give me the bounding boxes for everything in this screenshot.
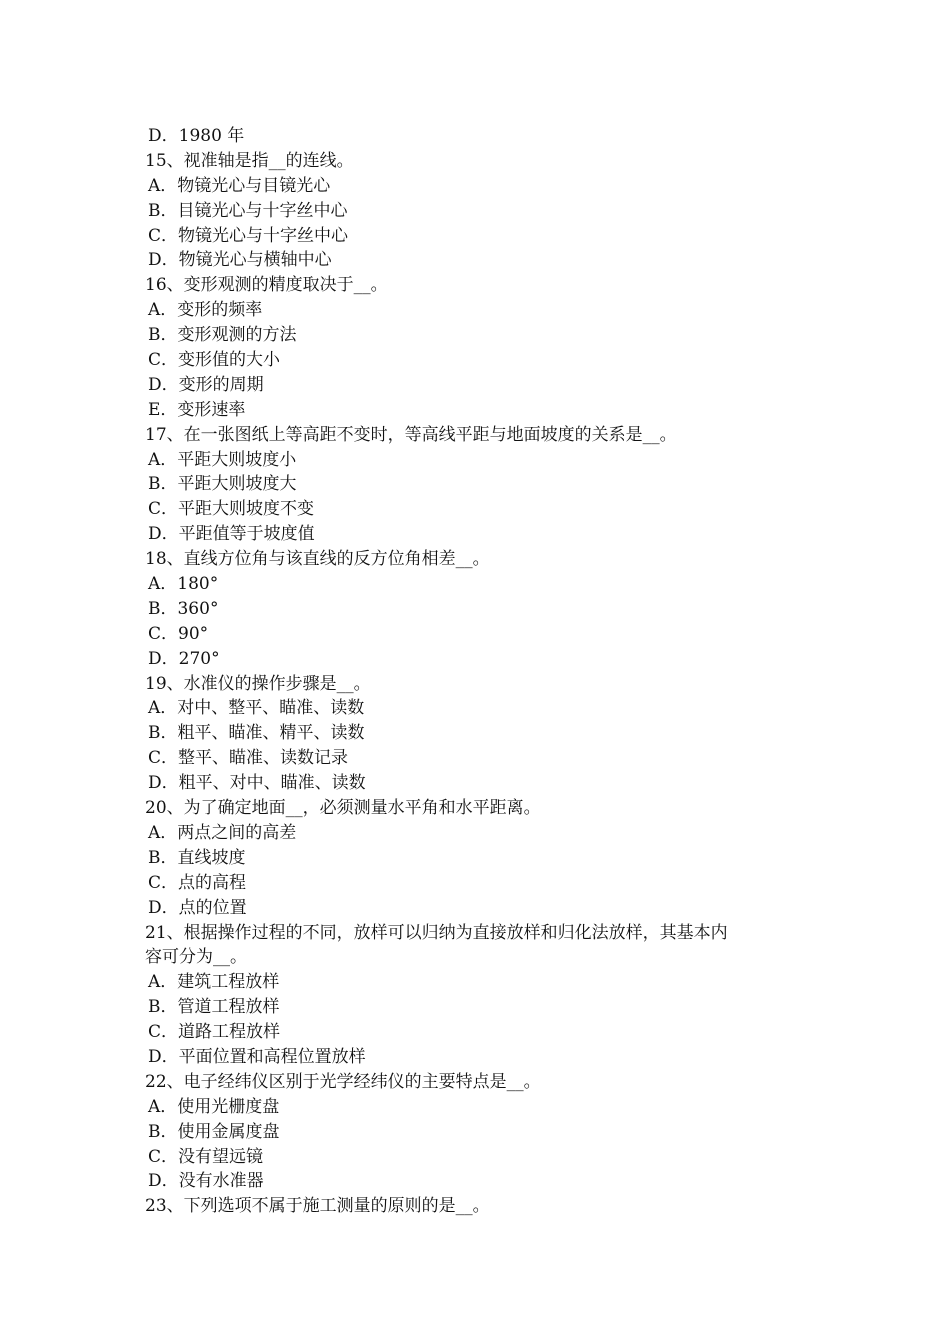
option-a-q17: A．平距大则坡度小 [148, 449, 297, 470]
question-list [145, 124, 815, 1219]
option-a-q16: A．变形的频率 [148, 300, 263, 321]
question-21-line-2: 容可分为__。 [145, 947, 247, 968]
question-19: 19、水准仪的操作步骤是__。 [145, 673, 371, 694]
question-15: 15、视准轴是指__的连线。 [145, 150, 354, 171]
option-d-q15: D．物镜光心与横轴中心 [148, 250, 332, 271]
question-17: 17、在一张图纸上等高距不变时，等高线平距与地面坡度的关系是__。 [145, 424, 677, 445]
option-d-q22: D．没有水准器 [148, 1171, 264, 1192]
option-e-q16: E．变形速率 [148, 399, 246, 420]
option-a-q19: A．对中、整平、瞄准、读数 [148, 698, 365, 719]
option-a-q20: A．两点之间的高差 [148, 822, 297, 843]
question-23: 23、下列选项不属于施工测量的原则的是__。 [145, 1196, 490, 1217]
option-b-q19: B．粗平、瞄准、精平、读数 [148, 723, 365, 744]
option-d-q17: D．平距值等于坡度值 [148, 524, 315, 545]
option-b-q15: B．目镜光心与十字丝中心 [148, 200, 348, 221]
option-d-q14: D．1980 年 [148, 126, 245, 146]
option-c-q19: C．整平、瞄准、读数记录 [148, 748, 349, 769]
option-d-q20: D．点的位置 [148, 897, 247, 918]
option-d-q21: D．平面位置和高程位置放样 [148, 1046, 366, 1067]
option-c-q20: C．点的高程 [148, 872, 247, 893]
option-a-q22: A．使用光栅度盘 [148, 1096, 280, 1117]
option-a-q15: A．物镜光心与目镜光心 [148, 175, 331, 196]
option-c-q15: C．物镜光心与十字丝中心 [148, 225, 349, 246]
question-18: 18、直线方位角与该直线的反方位角相差__。 [145, 549, 490, 570]
question-22: 22、电子经纬仪区别于光学经纬仪的主要特点是__。 [145, 1071, 541, 1092]
question-16: 16、变形观测的精度取决于__。 [145, 275, 388, 296]
option-b-q16: B．变形观测的方法 [148, 325, 297, 346]
option-d-q16: D．变形的周期 [148, 374, 264, 395]
option-c-q16: C．变形值的大小 [148, 350, 281, 371]
option-a-q21: A．建筑工程放样 [148, 972, 280, 993]
option-a-q18: A．180° [148, 574, 219, 595]
question-20: 20、为了确定地面__，必须测量水平角和水平距离。 [145, 798, 541, 819]
option-b-q22: B．使用金属度盘 [148, 1121, 280, 1142]
option-d-q18: D．270° [148, 648, 220, 669]
option-b-q17: B．平距大则坡度大 [148, 474, 297, 495]
option-c-q17: C．平距大则坡度不变 [148, 499, 315, 520]
option-c-q21: C．道路工程放样 [148, 1022, 281, 1043]
option-b-q18: B．360° [148, 598, 219, 619]
option-c-q22: C．没有望远镜 [148, 1146, 264, 1167]
option-b-q21: B．管道工程放样 [148, 997, 280, 1018]
option-d-q19: D．粗平、对中、瞄准、读数 [148, 773, 366, 794]
option-b-q20: B．直线坡度 [148, 847, 246, 868]
option-c-q18: C．90° [148, 623, 209, 644]
question-21-line-1: 21、根据操作过程的不同，放样可以归纳为直接放样和归化法放样，其基本内 [145, 922, 728, 943]
